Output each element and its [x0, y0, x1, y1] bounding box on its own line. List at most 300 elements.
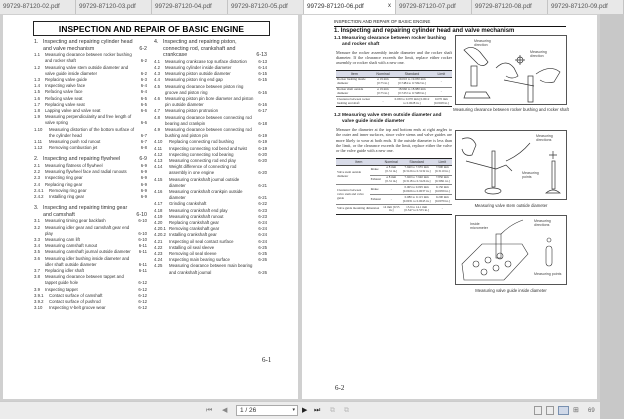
- toc-text: Inspecting oil seal contact surface: [169, 238, 234, 244]
- page-number-input[interactable]: [236, 405, 298, 416]
- toc-number: 2.1: [34, 163, 40, 169]
- toc-entry[interactable]: [154, 164, 267, 176]
- toc-number: 1.: [34, 39, 39, 45]
- tab-99729-87120-09[interactable]: [548, 0, 624, 14]
- toc-number: 1.12: [34, 145, 43, 151]
- previous-page-icon[interactable]: ◀: [222, 407, 228, 414]
- close-tab-icon[interactable]: x: [388, 3, 391, 9]
- tab-99729-87120-07[interactable]: [396, 0, 472, 14]
- toc-page: 6-10: [138, 230, 147, 236]
- toc-text: Inspecting and repairing piston, connecting rod, crankshaft and crankcase: [163, 39, 237, 59]
- toc-text: Measuring cylinder inside diameter: [165, 64, 232, 70]
- toc-entry[interactable]: [34, 114, 147, 126]
- toc-text: Inspecting ring gear: [45, 175, 83, 181]
- toc-text: Measuring piston protrusion: [165, 108, 219, 114]
- toc-entry[interactable]: [34, 274, 147, 286]
- toc-number: 4.5: [154, 83, 160, 89]
- toc-number: 3.4: [34, 243, 40, 249]
- toc-number: 4.3: [154, 71, 160, 77]
- subsection-1-2-title: 1.2 Measuring valve stem outside diameter and valve guide inside diameter: [334, 113, 442, 124]
- table-header-row: [336, 158, 452, 165]
- table-cell: 19.010 to 19.030 mm [0.7484 to 0.7492 in.]: [393, 77, 430, 87]
- toc-text: Installing ring gear: [49, 194, 85, 200]
- toc-page: 6-21: [258, 195, 267, 201]
- toc-number: 3.: [34, 205, 39, 212]
- toc-number: 4.8: [154, 114, 160, 120]
- toc-page: 6-15: [258, 71, 267, 77]
- table-cell: Rocker bushing inside diameter: [336, 77, 373, 87]
- toc-text: Measuring camshaft journal outside diameter: [45, 249, 131, 255]
- toc-page: 6-24: [258, 226, 267, 232]
- table-cell: Exhaust: [370, 195, 382, 205]
- toc-text: Weight difference of connecting rod assembly in one engine: [169, 164, 237, 176]
- toc-text: Measuring piston pin bore diameter and piston pin outside diameter: [165, 96, 254, 108]
- toc-page: 6-12: [138, 280, 147, 286]
- toc-number: 4.16: [154, 189, 163, 195]
- toc-number: 4.15: [154, 176, 163, 182]
- toc-column-2: [154, 39, 267, 276]
- toc-page: 6-18: [258, 120, 267, 126]
- zoom-level[interactable]: 69: [588, 408, 595, 414]
- bottom-toolbar: [0, 401, 600, 419]
- fig1-label-a: Measuring direction: [474, 39, 502, 47]
- toc-text: Measuring timing gear backlash: [45, 218, 106, 224]
- table-cell: 14 mm [0.55 in.]: [383, 204, 400, 213]
- toc-text: Replacing idler shaft: [45, 268, 84, 274]
- table-cell: 18.960 to 18.980 mm [0.7472 to 0.7480 in.]: [393, 87, 430, 97]
- toc-page: 6-13: [256, 52, 267, 59]
- toc-text: Measuring clearance between connecting rod bearing and crankpin: [165, 114, 252, 126]
- toc-page: 6-15: [258, 77, 267, 83]
- toc-page: 6-8: [140, 145, 147, 151]
- toc-number: 4.10: [154, 139, 163, 145]
- toc-number: 4.13: [154, 158, 163, 164]
- toc-number: 4.11: [154, 145, 163, 151]
- tab-label: 99729-87120-04.pdf: [155, 3, 212, 10]
- toc-page: 6-4: [140, 89, 147, 95]
- toc-page: 6-4: [140, 83, 147, 89]
- toc-text: Measuring crankshaft runout: [169, 213, 224, 219]
- table-cell: Valve stem outside diameter: [336, 165, 370, 185]
- toc-number: 3.5: [34, 249, 40, 255]
- toc-entry[interactable]: [154, 84, 267, 96]
- toc-number: 1.5: [34, 89, 40, 95]
- toc-page: 6-7: [140, 139, 147, 145]
- next-page-icon[interactable]: ▶: [302, 407, 308, 414]
- toc-number: 1.2: [34, 64, 40, 70]
- table-cell: 0.070 mm [0.0028 in.]: [431, 97, 452, 107]
- toc-text: Measuring cam lift: [45, 237, 80, 243]
- table-cell: ø 8 mm [0.31 in.]: [382, 175, 401, 185]
- toc-number: 1.1: [34, 52, 40, 58]
- toc-number: 4.9: [154, 127, 160, 133]
- toc-page: 6-19: [258, 139, 267, 145]
- fig2-label-b: Measuring points: [522, 171, 548, 179]
- toc-entry[interactable]: [34, 39, 147, 52]
- toc-entry[interactable]: [154, 96, 267, 108]
- toc-page: 6-22: [258, 201, 267, 207]
- figure-1-caption: Measuring clearance between rocker bushing and rocker shaft: [453, 107, 569, 112]
- toc-text: Inspecting tappet: [45, 286, 78, 292]
- toc-entry[interactable]: [34, 256, 147, 268]
- toc-text: Measuring valve stem outside diameter and valve guide inside diameter: [45, 64, 129, 76]
- toc-page: 6-11: [138, 268, 147, 274]
- toc-text: Measuring perpendicularity and free length of valve spring: [45, 114, 132, 126]
- toc-page: 6-19: [258, 133, 267, 139]
- toc-number: 4.19: [154, 213, 163, 219]
- toc-entry[interactable]: [34, 127, 147, 139]
- toc-text: Refacing valve seat: [45, 95, 83, 101]
- toc-entry[interactable]: [154, 263, 267, 275]
- first-page-icon[interactable]: ⏮: [206, 407, 213, 414]
- table-row: [336, 165, 452, 175]
- toc-page: 6-14: [258, 64, 267, 70]
- toc-page: 6-9: [140, 187, 147, 193]
- running-header: INSPECTION AND REPAIR OF BASIC ENGINE: [334, 19, 566, 27]
- fig3-label-c: Measuring points: [534, 272, 564, 276]
- toc-page: 6-5: [140, 101, 147, 107]
- toc-text: Measuring crankshaft journal outside diameter: [169, 176, 240, 188]
- document-viewer[interactable]: [0, 14, 600, 401]
- toc-page: 6-23: [258, 207, 267, 213]
- toc-entry[interactable]: [34, 205, 147, 218]
- toc-text: Measuring camshaft runout: [45, 243, 98, 249]
- toc-page: 6-12: [138, 292, 147, 298]
- toc-text: Replacing connecting rod bushing: [169, 139, 234, 145]
- table-cell: -: [431, 87, 452, 97]
- toc-entry[interactable]: [34, 65, 147, 77]
- toc-page: 6-2: [140, 58, 147, 64]
- table-cell: 0.200 mm [0.0079 in.]: [433, 195, 452, 205]
- toc-page: 6-10: [136, 211, 147, 218]
- toc-number: 4.14: [154, 164, 163, 170]
- toc-text: Measuring push rod runout: [49, 139, 101, 145]
- table-cell: 0.030 to 0.070 mm [0.0012 to 0.0028 in.]: [394, 96, 430, 105]
- toc-entry[interactable]: [154, 115, 267, 127]
- toc-page: 6-11: [138, 243, 147, 249]
- table-cell: -: [431, 77, 452, 87]
- toc-text: Removing oil seal sleeve: [169, 251, 217, 257]
- table-cell: Exhaust: [370, 175, 382, 185]
- figure-3-caption: Measuring valve guide inside diameter: [475, 288, 547, 293]
- toc-page: 6-9: [139, 156, 147, 163]
- toc-number: 3.6: [34, 255, 40, 261]
- toc-entry[interactable]: [34, 156, 147, 163]
- toc-page: 6-9: [140, 163, 147, 169]
- two-page-view-icon[interactable]: [558, 406, 569, 415]
- toc-number: 3.9.1: [34, 292, 44, 298]
- last-page-icon[interactable]: ⏭: [314, 407, 321, 414]
- toc-text: Measuring crankcase top surface distortion: [165, 58, 247, 64]
- column-header: Limit: [431, 70, 452, 77]
- toc-number: 4.1: [154, 58, 160, 64]
- toc-number: 4.12: [154, 151, 163, 157]
- toc-number: 3.3: [34, 237, 40, 243]
- column-header: Nominal: [373, 70, 394, 77]
- tab-99729-87120-02[interactable]: [0, 0, 76, 14]
- table-row: [336, 185, 452, 195]
- forward-icon[interactable]: ⧉: [344, 407, 349, 414]
- tab-bar: [0, 0, 608, 14]
- table-cell: 7.940 to 7.955 mm [0.3126 to 0.3132 in.]: [401, 165, 433, 175]
- toc-text: Contact surface of pushrod: [49, 299, 101, 305]
- toc-entry[interactable]: [154, 177, 267, 189]
- toc-text: Inspecting V-belt groove wear: [49, 305, 106, 311]
- toc-number: 1.3: [34, 77, 40, 82]
- toc-entry[interactable]: [34, 52, 147, 64]
- tab-label: 99729-87120-06.pdf: [307, 3, 364, 10]
- toc-page: 6-11: [138, 261, 147, 267]
- toc-number: 3.8: [34, 274, 40, 280]
- toc-number: 3.10: [34, 305, 43, 311]
- tab-label: 99729-87120-02.pdf: [3, 3, 60, 10]
- toc-text: Installing crankshaft gear: [169, 232, 217, 238]
- toc-entry[interactable]: [34, 194, 147, 200]
- toc-page: 6-3: [140, 77, 147, 82]
- toc-number: 2.2: [34, 169, 40, 175]
- toc-text: Installing oil seal sleeve: [169, 244, 215, 250]
- toc-number: 2.4.1: [34, 187, 44, 193]
- page-number: 6-1: [262, 356, 272, 364]
- toc-text: Removing combustion jet: [49, 145, 98, 151]
- toc-entry[interactable]: [154, 189, 267, 201]
- toc-entry[interactable]: [34, 305, 147, 311]
- tab-label: 99729-87120-08.pdf: [475, 3, 532, 10]
- subsection-1-1-title: 1.1 Measuring clearance between rocker bushing and rocker shaft: [334, 36, 446, 47]
- toc-text: Grinding crankshaft: [169, 201, 207, 207]
- toc-entry[interactable]: [154, 127, 267, 139]
- toc-text: Measuring clearance between piston ring groove and piston ring: [165, 83, 244, 95]
- table-cell: 0.080 to 0.115 mm [0.0031 to 0.0045 in.]: [401, 195, 433, 205]
- toc-number: 4.4: [154, 77, 160, 83]
- toc-text: Inspecting valve face: [45, 83, 86, 89]
- toc-number: 1.11: [34, 139, 43, 145]
- toc-text: Inspecting connecting rod bearing: [169, 151, 234, 157]
- table-cell: -: [382, 185, 401, 195]
- toc-entry[interactable]: [154, 39, 267, 59]
- table-cell: Clearance between rocker bushing and shaft: [336, 97, 373, 107]
- toc-page: 6-16: [258, 102, 267, 108]
- table-cell: Intake: [370, 165, 382, 175]
- table-cell: Valve guide mounting dimension: [336, 204, 382, 214]
- toc-number: 2.3: [34, 175, 40, 181]
- toc-text: Measuring idler bushing inside diameter and idler shaft outside diameter: [45, 255, 130, 267]
- toc-page: 6-21: [258, 182, 267, 188]
- continuous-view-icon[interactable]: [546, 406, 554, 415]
- rocker-spec-table: [336, 70, 452, 107]
- toc-text: Measuring distortion of the bottom surface of the cylinder head: [49, 126, 135, 138]
- toc-text: Refacing valve face: [45, 89, 83, 95]
- subsection-1-1-body: Measure the rocker assembly inside diameter and the rocker shaft diameter. If the clearance exceeds the limit, replace either rocker assembly or rocker shaft with a new one.: [336, 49, 452, 66]
- toc-number: 2.: [34, 156, 39, 163]
- toc-page: 6-24: [258, 232, 267, 238]
- toc-number: 4.17: [154, 201, 163, 207]
- toc-page: 6-23: [258, 213, 267, 219]
- rocker-measurement-illustration: [456, 36, 568, 106]
- page-number-value: 1 / 26: [240, 407, 257, 414]
- figure-valve-guide-measurement: [455, 215, 567, 285]
- column-header: Item: [336, 70, 373, 77]
- toc-page: 6-9: [140, 169, 147, 175]
- table-cell: Rocker shaft outside diameter: [336, 87, 373, 97]
- table-cell: 0.065 to 0.095 mm [0.0026 to 0.0037 in.]: [401, 185, 433, 195]
- toc-page: 6-12: [138, 286, 147, 292]
- toc-entry[interactable]: [34, 145, 147, 151]
- toc-number: 4.7: [154, 108, 160, 114]
- column-header: Limit: [433, 158, 452, 165]
- fig1-label-b: Measuring direction: [530, 50, 558, 58]
- column-header: Standard: [401, 158, 433, 165]
- tab-99729-87120-06[interactable]: [304, 0, 396, 14]
- toc-page: 6-17: [258, 108, 267, 114]
- toc-page: 6-25: [258, 251, 267, 257]
- table-cell: -: [373, 97, 394, 107]
- toc-text: Inspecting and repairing timing gear and camshaft: [43, 205, 128, 218]
- table-cell: 7.920 to 7.940 mm [0.3118 to 0.3126 in.]: [401, 175, 433, 185]
- toc-text: Inspecting and repairing cylinder head and valve mechanism: [43, 39, 133, 52]
- table-row: [336, 97, 452, 107]
- page-6-2: [302, 15, 597, 399]
- toc-page: 6-9: [140, 175, 147, 181]
- figure-valve-stem-measurement: [455, 130, 567, 200]
- table-cell: 7.900 mm [0.3110 in.]: [433, 165, 452, 175]
- toc-page: 6-2: [140, 70, 147, 76]
- toc-number: 1.4: [34, 83, 40, 89]
- toc-text: Measuring clearance between connecting rod bushing and piston pin: [165, 127, 252, 139]
- toc-text: Measuring connecting rod end play: [169, 158, 236, 164]
- toc-page: 6-26: [258, 269, 267, 275]
- tab-99729-87120-05[interactable]: [228, 0, 304, 14]
- toc-page: 6-9: [140, 181, 147, 187]
- toc-page: 6-10: [138, 237, 147, 243]
- toc-text: Inspecting main bearing surface: [169, 257, 230, 263]
- toc-text: Measuring crankshaft end play: [169, 207, 228, 213]
- toc-text: Measuring idler gear and camshaft gear end play: [45, 224, 130, 236]
- toc-number: 1.10: [34, 126, 43, 132]
- toc-text: Measuring crankshaft crankpin outside diameter: [169, 189, 243, 201]
- toc-page: 6-12: [138, 299, 147, 305]
- toc-number: 4.20.1: [154, 226, 166, 232]
- toc-page: 6-5: [140, 95, 147, 101]
- tab-99729-87120-04[interactable]: [152, 0, 228, 14]
- toc-number: 4.25: [154, 263, 163, 269]
- tab-label: 99729-87120-05.pdf: [231, 3, 288, 10]
- table-cell: -: [433, 204, 452, 214]
- valve-spec-table: [336, 158, 452, 215]
- table-cell: Intake: [370, 185, 382, 195]
- table-cell: Clearance between valve stem and valve guide: [336, 185, 370, 205]
- toc-text: Replacing valve seat: [45, 101, 85, 107]
- toc-page: 6-19: [258, 145, 267, 151]
- toc-page: 6-13: [258, 58, 267, 64]
- toc-text: Measuring clearance between main bearing and crankshaft journal: [169, 263, 253, 275]
- toc-page: 6-20: [258, 158, 267, 164]
- toc-number: 4.: [154, 39, 159, 45]
- table-cell: 0.150 mm [0.0059 in.]: [433, 185, 452, 195]
- toc-number: 2.4.2: [34, 194, 44, 200]
- toc-number: 4.6: [154, 96, 160, 101]
- toc-page: 6-6: [140, 120, 147, 126]
- table-row: [336, 87, 452, 97]
- table-cell: 7.850 mm [0.3091 in.]: [433, 175, 452, 185]
- tab-label: 99729-87120-07.pdf: [399, 3, 456, 10]
- toc-text: Measuring flywheel face and radial runouts: [45, 169, 127, 175]
- toc-number: 4.2: [154, 64, 160, 70]
- toc-number: 2.4: [34, 181, 40, 187]
- toc-number: 4.18: [154, 207, 163, 213]
- toc-text: Lapping valve and valve seat: [45, 108, 101, 114]
- toc-number: 4.23: [154, 251, 163, 257]
- toc-page: 6-26: [258, 257, 267, 263]
- toc-text: Inspecting connecting rod bend and twist: [169, 145, 247, 151]
- toc-number: 3.7: [34, 268, 40, 274]
- toc-title: INSPECTION AND REPAIR OF BASIC ENGINE: [33, 21, 270, 36]
- toc-text: Removing ring gear: [49, 187, 87, 193]
- toc-number: 4.21: [154, 238, 163, 244]
- toc-text: Measuring clearance between tappet and tappet guide hole: [45, 274, 124, 286]
- text-column: [334, 36, 452, 221]
- table-cell: ø 19 mm [0.75 in.]: [373, 87, 394, 97]
- toc-number: 3.2: [34, 224, 40, 230]
- toc-text: Contact surface of camshaft: [49, 292, 103, 298]
- toc-number: 4.20.2: [154, 232, 166, 238]
- toc-page: 6-6: [140, 108, 147, 114]
- toc-number: 3.9: [34, 286, 40, 292]
- toc-page: 6-11: [138, 249, 147, 255]
- toc-number: 4.22: [154, 244, 163, 250]
- toc-page: 6-12: [138, 305, 147, 311]
- toc-text: Measuring piston outside diameter: [165, 71, 231, 77]
- two-page-continuous-view-icon[interactable]: ⊞: [573, 407, 579, 414]
- page-6-1: [3, 15, 298, 399]
- fig3-label-a: Inside micrometer: [470, 222, 494, 230]
- toc-page: 6-25: [258, 244, 267, 250]
- figure-rocker-measurement: [455, 35, 567, 105]
- toc-page: 6-2: [139, 45, 147, 52]
- toc-text: Measuring clearance between rocker bushing and rocker shaft: [45, 52, 132, 64]
- fig2-label-a: Measuring directions: [536, 134, 566, 142]
- toc-page: 6-20: [258, 151, 267, 157]
- tab-99729-87120-08[interactable]: [472, 0, 548, 14]
- tab-99729-87120-03[interactable]: [76, 0, 152, 14]
- toc-number: 4.20: [154, 220, 163, 226]
- table-cell: ø 19 mm [0.75 in.]: [373, 77, 394, 87]
- toc-page: 6-9: [140, 194, 147, 200]
- back-icon[interactable]: ⧉: [330, 407, 335, 414]
- figure-2-caption: Measuring valve stem outside diameter: [474, 203, 548, 208]
- tab-label: 99729-87120-09.pdf: [551, 3, 608, 10]
- toc-number: 3.1: [34, 218, 40, 224]
- toc-number: 3.9.2: [34, 299, 44, 305]
- toc-page: 6-24: [258, 238, 267, 244]
- toc-text: Replacing crankshaft gear: [169, 220, 219, 226]
- toc-text: Replacing ring gear: [45, 181, 83, 187]
- section-heading: 1. Inspecting and repairing cylinder head and valve mechanism: [334, 28, 515, 34]
- single-page-view-icon[interactable]: [534, 406, 542, 415]
- chevron-down-icon[interactable]: ▾: [292, 407, 295, 413]
- table-header-row: [336, 70, 452, 77]
- toc-text: Removing crankshaft gear: [169, 226, 220, 232]
- toc-text: Inspecting and repairing flywheel: [43, 156, 121, 163]
- toc-text: Replacing valve guide: [45, 77, 88, 82]
- toc-column-1: [34, 39, 147, 311]
- table-cell: 13.9 to 14.1 mm [0.547 to 0.555 in.]: [401, 204, 433, 214]
- column-header: Item: [336, 158, 382, 165]
- toc-number: 1.6: [34, 95, 40, 101]
- subsection-1-2-body: Measure the diameter at the top and bottom ends at right angles to the outer and inner surfaces, since valve stems and valve guides are more likely to wear at both ends. If the outside diameter is less than the limit, or the clearance exceeds the limit, replace either the valve or the valve guide with a new one.: [336, 126, 452, 154]
- toc-entry[interactable]: [34, 225, 147, 237]
- toc-page: 6-7: [140, 132, 147, 138]
